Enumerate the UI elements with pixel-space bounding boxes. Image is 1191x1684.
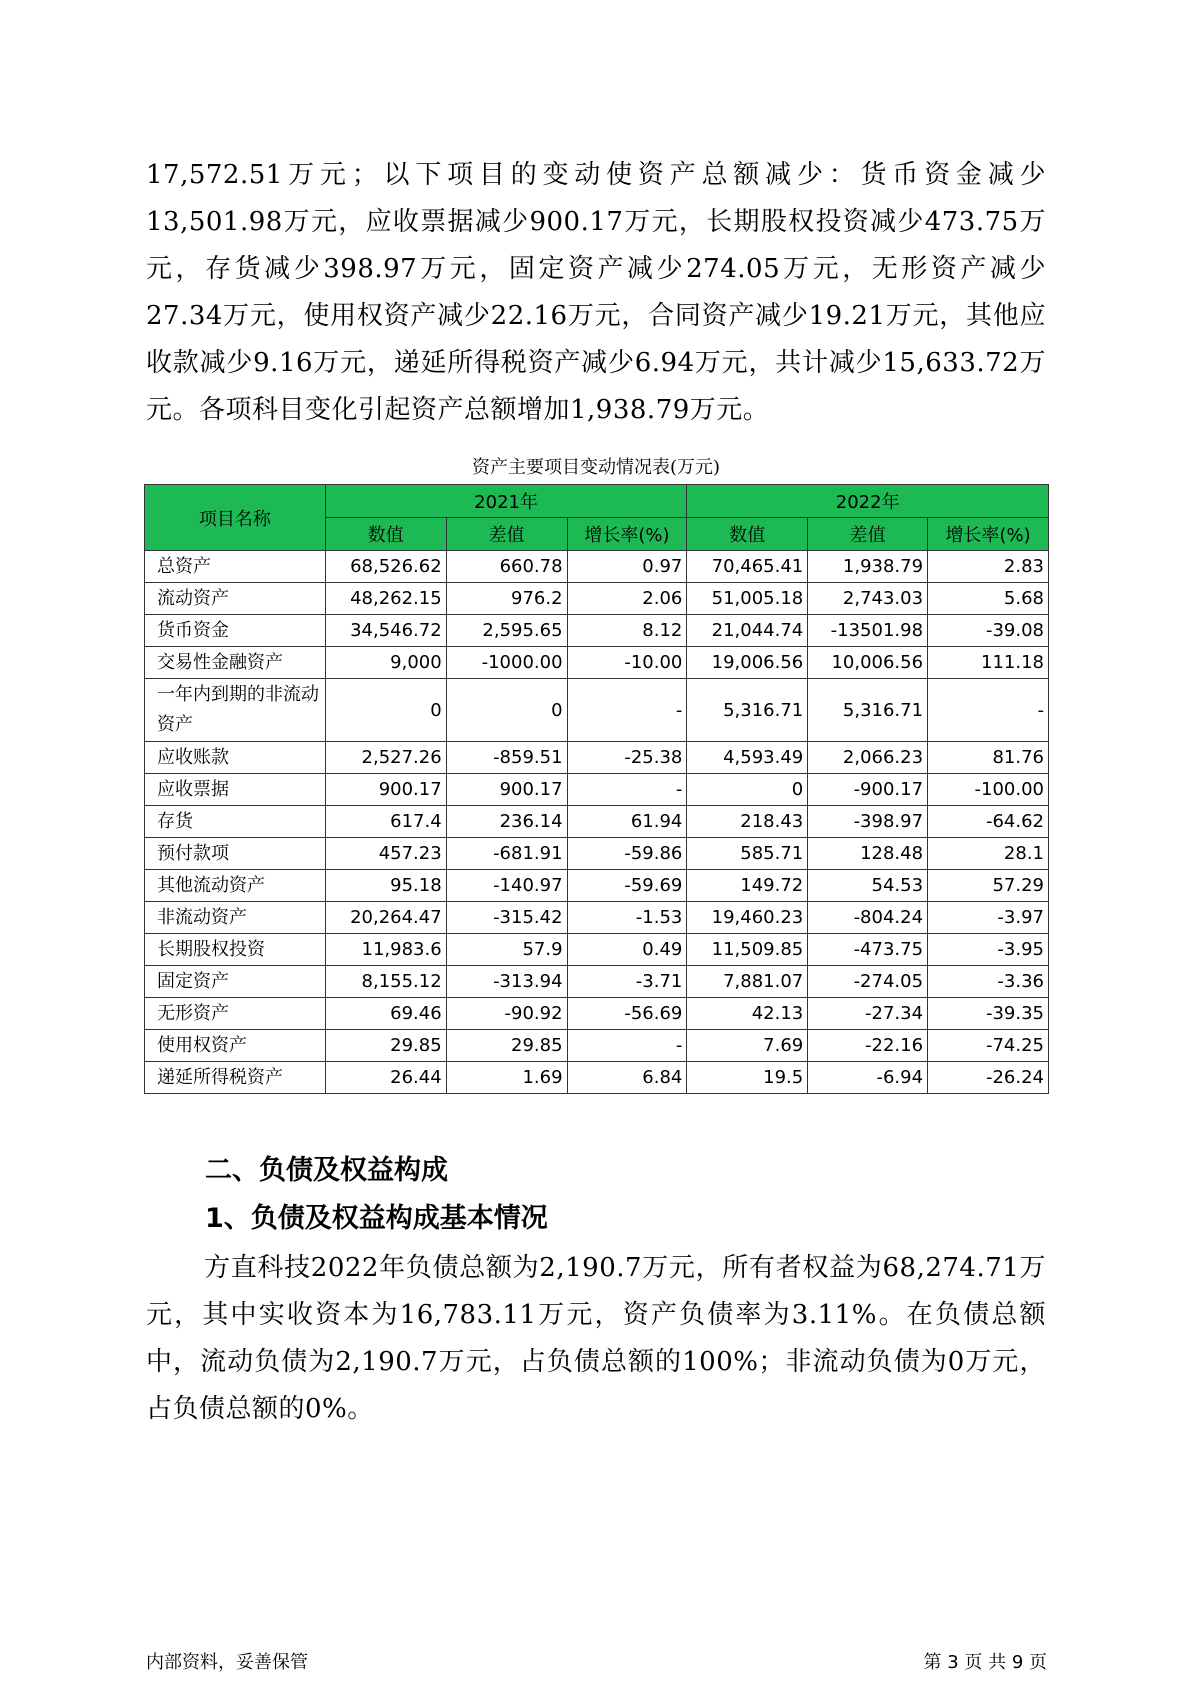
cell-diff-2021: -1000.00 bbox=[446, 647, 567, 679]
cell-growth-2021: 6.84 bbox=[567, 1062, 687, 1094]
cell-item-name: 存货 bbox=[145, 806, 326, 838]
cell-value-2021: 0 bbox=[325, 679, 446, 742]
table-row bbox=[145, 742, 1049, 774]
cell-diff-2021: -859.51 bbox=[446, 742, 567, 774]
cell-value-2022: 51,005.18 bbox=[687, 583, 808, 615]
table-row bbox=[145, 1030, 1049, 1062]
cell-growth-2022: -39.08 bbox=[928, 615, 1049, 647]
cell-growth-2022: -100.00 bbox=[928, 774, 1049, 806]
cell-diff-2021: 660.78 bbox=[446, 551, 567, 583]
cell-growth-2022: -3.36 bbox=[928, 966, 1049, 998]
cell-diff-2022: 128.48 bbox=[808, 838, 928, 870]
cell-diff-2022: -22.16 bbox=[808, 1030, 928, 1062]
cell-value-2021: 69.46 bbox=[325, 998, 446, 1030]
cell-value-2022: 5,316.71 bbox=[687, 679, 808, 742]
cell-value-2022: 70,465.41 bbox=[687, 551, 808, 583]
cell-diff-2022: -398.97 bbox=[808, 806, 928, 838]
cell-value-2022: 7.69 bbox=[687, 1030, 808, 1062]
cell-value-2021: 617.4 bbox=[325, 806, 446, 838]
cell-item-name: 长期股权投资 bbox=[145, 934, 326, 966]
section-heading-liabilities-equity: 二、负债及权益构成 bbox=[205, 1155, 448, 1186]
cell-value-2021: 457.23 bbox=[325, 838, 446, 870]
table-row bbox=[145, 1062, 1049, 1094]
cell-diff-2021: 900.17 bbox=[446, 774, 567, 806]
cell-value-2021: 9,000 bbox=[325, 647, 446, 679]
header-year-2021: 2021年 bbox=[325, 485, 687, 518]
cell-growth-2021: -25.38 bbox=[567, 742, 687, 774]
table-row bbox=[145, 583, 1049, 615]
cell-growth-2022: 28.1 bbox=[928, 838, 1049, 870]
cell-growth-2021: -59.69 bbox=[567, 870, 687, 902]
cell-growth-2021: - bbox=[567, 1030, 687, 1062]
cell-value-2022: 19.5 bbox=[687, 1062, 808, 1094]
cell-growth-2022: -3.97 bbox=[928, 902, 1049, 934]
header-diff-2021: 差值 bbox=[446, 518, 567, 551]
cell-value-2021: 11,983.6 bbox=[325, 934, 446, 966]
table-row bbox=[145, 679, 1049, 742]
cell-diff-2022: -804.24 bbox=[808, 902, 928, 934]
footer-page-number: 第 3 页 共 9 页 bbox=[923, 1652, 1047, 1673]
cell-diff-2021: 0 bbox=[446, 679, 567, 742]
header-value-2021: 数值 bbox=[325, 518, 446, 551]
cell-growth-2022: - bbox=[928, 679, 1049, 742]
cell-diff-2022: 2,743.03 bbox=[808, 583, 928, 615]
cell-diff-2022: 1,938.79 bbox=[808, 551, 928, 583]
cell-item-name: 预付款项 bbox=[145, 838, 326, 870]
cell-item-name: 递延所得税资产 bbox=[145, 1062, 326, 1094]
footer-confidential-note: 内部资料，妥善保管 bbox=[146, 1652, 308, 1673]
table-row bbox=[145, 934, 1049, 966]
table-row bbox=[145, 806, 1049, 838]
table-row bbox=[145, 902, 1049, 934]
assets-change-table bbox=[144, 484, 1049, 1094]
table-row bbox=[145, 774, 1049, 806]
cell-diff-2021: 236.14 bbox=[446, 806, 567, 838]
cell-item-name: 固定资产 bbox=[145, 966, 326, 998]
cell-growth-2022: 111.18 bbox=[928, 647, 1049, 679]
cell-item-name: 其他流动资产 bbox=[145, 870, 326, 902]
cell-diff-2022: 2,066.23 bbox=[808, 742, 928, 774]
header-growth-2021: 增长率(%) bbox=[567, 518, 687, 551]
cell-growth-2021: 8.12 bbox=[567, 615, 687, 647]
header-year-2022: 2022年 bbox=[687, 485, 1049, 518]
cell-growth-2021: - bbox=[567, 679, 687, 742]
cell-growth-2021: -1.53 bbox=[567, 902, 687, 934]
cell-diff-2022: -274.05 bbox=[808, 966, 928, 998]
cell-value-2021: 26.44 bbox=[325, 1062, 446, 1094]
cell-item-name: 交易性金融资产 bbox=[145, 647, 326, 679]
cell-growth-2022: 81.76 bbox=[928, 742, 1049, 774]
cell-diff-2022: -6.94 bbox=[808, 1062, 928, 1094]
cell-growth-2021: - bbox=[567, 774, 687, 806]
cell-value-2021: 20,264.47 bbox=[325, 902, 446, 934]
cell-item-name: 总资产 bbox=[145, 551, 326, 583]
cell-value-2022: 42.13 bbox=[687, 998, 808, 1030]
header-item-name: 项目名称 bbox=[145, 485, 326, 551]
cell-diff-2021: -315.42 bbox=[446, 902, 567, 934]
cell-value-2021: 2,527.26 bbox=[325, 742, 446, 774]
cell-diff-2021: -90.92 bbox=[446, 998, 567, 1030]
cell-growth-2021: 0.97 bbox=[567, 551, 687, 583]
table-row bbox=[145, 966, 1049, 998]
cell-diff-2022: 10,006.56 bbox=[808, 647, 928, 679]
table-row bbox=[145, 998, 1049, 1030]
cell-diff-2022: -27.34 bbox=[808, 998, 928, 1030]
cell-value-2021: 34,546.72 bbox=[325, 615, 446, 647]
cell-growth-2021: -3.71 bbox=[567, 966, 687, 998]
cell-item-name: 应收账款 bbox=[145, 742, 326, 774]
cell-item-name: 一年内到期的非流动资产 bbox=[145, 679, 326, 742]
cell-item-name: 非流动资产 bbox=[145, 902, 326, 934]
header-growth-2022: 增长率(%) bbox=[928, 518, 1049, 551]
cell-growth-2021: -59.86 bbox=[567, 838, 687, 870]
cell-diff-2022: -13501.98 bbox=[808, 615, 928, 647]
table-row bbox=[145, 647, 1049, 679]
cell-value-2022: 19,006.56 bbox=[687, 647, 808, 679]
cell-value-2022: 4,593.49 bbox=[687, 742, 808, 774]
cell-diff-2021: 57.9 bbox=[446, 934, 567, 966]
cell-value-2022: 7,881.07 bbox=[687, 966, 808, 998]
cell-diff-2022: 5,316.71 bbox=[808, 679, 928, 742]
cell-growth-2022: 5.68 bbox=[928, 583, 1049, 615]
cell-diff-2021: 1.69 bbox=[446, 1062, 567, 1094]
cell-value-2021: 48,262.15 bbox=[325, 583, 446, 615]
liabilities-paragraph: 方直科技2022年负债总额为2,190.7万元，所有者权益为68,274.71万元，其中实收资本为16,783.11万元，资产负债率为3.11%。在负债总额中，流动负债为2,190.7万元，占负债总额的100%；非流动负债为0万元，占负债总额的0%。 bbox=[146, 1253, 1046, 1424]
cell-item-name: 应收票据 bbox=[145, 774, 326, 806]
header-diff-2022: 差值 bbox=[808, 518, 928, 551]
table-caption: 资产主要项目变动情况表(万元) bbox=[471, 457, 721, 478]
cell-item-name: 货币资金 bbox=[145, 615, 326, 647]
header-value-2022: 数值 bbox=[687, 518, 808, 551]
table-row bbox=[145, 551, 1049, 583]
cell-growth-2021: -56.69 bbox=[567, 998, 687, 1030]
cell-growth-2021: 0.49 bbox=[567, 934, 687, 966]
table-row bbox=[145, 838, 1049, 870]
cell-value-2021: 900.17 bbox=[325, 774, 446, 806]
cell-value-2021: 29.85 bbox=[325, 1030, 446, 1062]
cell-item-name: 流动资产 bbox=[145, 583, 326, 615]
cell-value-2022: 218.43 bbox=[687, 806, 808, 838]
cell-diff-2021: 2,595.65 bbox=[446, 615, 567, 647]
cell-value-2022: 0 bbox=[687, 774, 808, 806]
cell-diff-2021: 29.85 bbox=[446, 1030, 567, 1062]
cell-growth-2021: 61.94 bbox=[567, 806, 687, 838]
cell-value-2022: 585.71 bbox=[687, 838, 808, 870]
cell-growth-2022: -74.25 bbox=[928, 1030, 1049, 1062]
cell-value-2022: 19,460.23 bbox=[687, 902, 808, 934]
cell-value-2022: 149.72 bbox=[687, 870, 808, 902]
cell-growth-2021: 2.06 bbox=[567, 583, 687, 615]
cell-value-2021: 95.18 bbox=[325, 870, 446, 902]
cell-item-name: 使用权资产 bbox=[145, 1030, 326, 1062]
cell-item-name: 无形资产 bbox=[145, 998, 326, 1030]
table-body bbox=[145, 551, 1049, 1094]
cell-diff-2022: -900.17 bbox=[808, 774, 928, 806]
cell-diff-2021: -313.94 bbox=[446, 966, 567, 998]
cell-value-2022: 11,509.85 bbox=[687, 934, 808, 966]
table-row bbox=[145, 870, 1049, 902]
cell-diff-2021: -140.97 bbox=[446, 870, 567, 902]
cell-growth-2022: -26.24 bbox=[928, 1062, 1049, 1094]
cell-growth-2022: 57.29 bbox=[928, 870, 1049, 902]
cell-diff-2022: 54.53 bbox=[808, 870, 928, 902]
cell-diff-2022: -473.75 bbox=[808, 934, 928, 966]
cell-growth-2022: -39.35 bbox=[928, 998, 1049, 1030]
cell-growth-2022: -3.95 bbox=[928, 934, 1049, 966]
cell-diff-2021: -681.91 bbox=[446, 838, 567, 870]
cell-diff-2021: 976.2 bbox=[446, 583, 567, 615]
table-row bbox=[145, 615, 1049, 647]
cell-value-2022: 21,044.74 bbox=[687, 615, 808, 647]
cell-value-2021: 68,526.62 bbox=[325, 551, 446, 583]
cell-growth-2022: -64.62 bbox=[928, 806, 1049, 838]
cell-value-2021: 8,155.12 bbox=[325, 966, 446, 998]
cell-growth-2021: -10.00 bbox=[567, 647, 687, 679]
table-header-row-years bbox=[145, 485, 1049, 518]
intro-paragraph: 17,572.51万元；以下项目的变动使资产总额减少：货币资金减少13,501.98万元，应收票据减少900.17万元，长期股权投资减少473.75万元，存货减少398.97万元，固定资产减少274.05万元，无形资产减少27.34万元，使用权资产减少22.16万元，合同资产减少19.21万元，其他应收款减少9.16万元，递延所得税资产减少6.94万元，共计减少15,633.72万元。各项科目变化引起资产总额增加1,938.79万元。 bbox=[146, 160, 1046, 425]
subsection-heading-basic-info: 1、负债及权益构成基本情况 bbox=[205, 1203, 548, 1234]
cell-growth-2022: 2.83 bbox=[928, 551, 1049, 583]
